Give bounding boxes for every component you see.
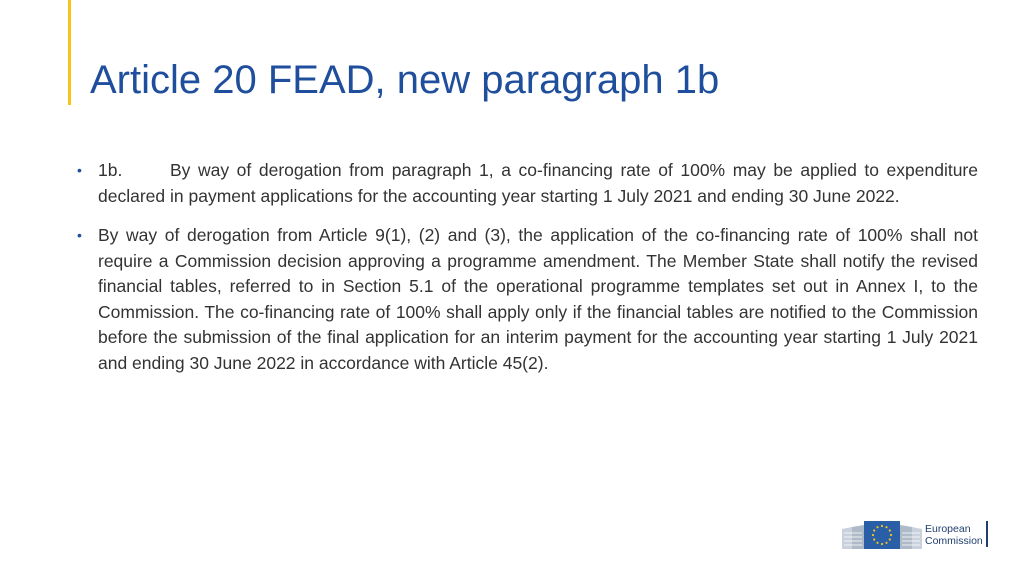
bullet-text: By way of derogation from Article 9(1), (2) and (3), the application of the co-financing rate of 100% shall not require a Commission decision approving a programme amendment. The Member State shall notify the revised financial tables, referred to in Section 5.1 of the operational programme templates set out in Annex I, to the Commission. The co-financing rate of 100% shall apply only if the financial tables are notified to the Commission before the submission of the final application for an interim payment for the accounting year starting 1 July 2021 and ending 30 June 2022 in accordance with Article 45(2).: [98, 225, 978, 373]
logo-divider: [986, 521, 988, 547]
commission-building-icon: [842, 515, 922, 551]
bullet-text: By way of derogation from paragraph 1, a co-financing rate of 100% may be applied to expenditure declared in payment applications for the accounting year starting 1 July 2021 and ending 30 June 2022.: [98, 160, 978, 206]
title-accent-bar: [68, 0, 71, 105]
logo-line-1: European: [925, 523, 971, 535]
bullet-marker: •: [77, 162, 82, 178]
paragraph-number: 1b.: [98, 160, 123, 180]
bullet-marker: •: [77, 227, 82, 243]
slide-title: Article 20 FEAD, new paragraph 1b: [90, 58, 720, 102]
bullet-list: [74, 158, 978, 390]
european-commission-logo: [842, 515, 990, 551]
logo-wordmark: [925, 523, 983, 547]
logo-line-2: Commission: [925, 535, 983, 547]
bullet-item-1b: [74, 158, 978, 209]
bullet-item-derogation: [74, 223, 978, 376]
